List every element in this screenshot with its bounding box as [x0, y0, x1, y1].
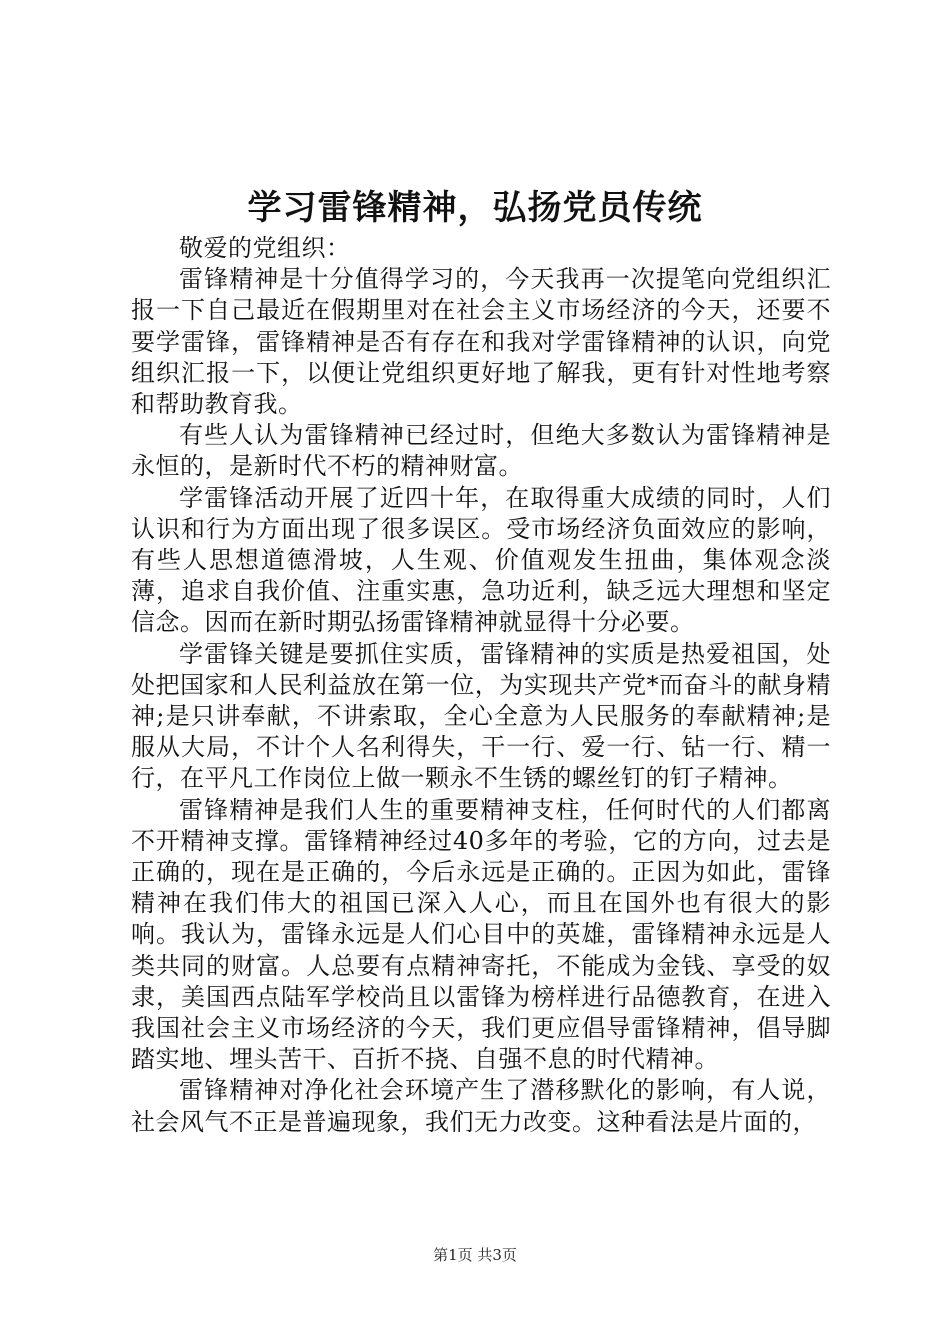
salutation: 敬爱的党组织： [179, 234, 351, 262]
document-body [131, 233, 831, 1138]
paragraph-5: 雷锋精神是我们人生的重要精神支柱，任何时代的人们都离不开精神支撑。雷锋精神经过40多年的考验，它的方向，过去是正确的，现在是正确的，今后永远是正确的。正因为如此，雷锋精神在我们伟大的祖国已深入人心，而且在国外也有很大的影响。我认为，雷锋永远是人们心目中的英雄，雷锋精神永远是人类共同的财富。人总要有点精神寄托，不能成为金钱、享受的奴隶，美国西点陆军学校尚且以雷锋为榜样进行品德教育，在进入我国社会主义市场经济的今天，我们更应倡导雷锋精神，倡导脚踏实地、埋头苦干、百折不挠、自强不息的时代精神。 [131, 795, 831, 1074]
page-number-footer: 第1页 共3页 [433, 1246, 517, 1264]
paragraph-6: 雷锋精神对净化社会环境产生了潜移默化的影响，有人说，社会风气不正是普遍现象，我们无力改变。这种看法是片面的， [131, 1076, 831, 1136]
paragraph-2: 有些人认为雷锋精神已经过时，但绝大多数认为雷锋精神是永恒的，是新时代不朽的精神财富。 [131, 421, 831, 481]
paragraph-4: 学雷锋关键是要抓住实质，雷锋精神的实质是热爱祖国，处处把国家和人民利益放在第一位，为实现共产党*而奋斗的献身精神;是只讲奉献，不讲索取，全心全意为人民服务的奉献精神;是服从大局，不计个人名利得失，干一行、爱一行、钻一行、精一行，在平凡工作岗位上做一颗永不生锈的螺丝钉的钉子精神。 [131, 639, 831, 793]
paragraph-3: 学雷锋活动开展了近四十年，在取得重大成绩的同时，人们认识和行为方面出现了很多误区。受市场经济负面效应的影响，有些人思想道德滑坡，人生观、价值观发生扭曲，集体观念淡薄，追求自我价值、注重实惠，急功近利，缺乏远大理想和坚定信念。因而在新时期弘扬雷锋精神就显得十分必要。 [131, 483, 831, 637]
document-title: 学习雷锋精神，弘扬党员传统 [247, 188, 703, 228]
paragraph-1: 雷锋精神是十分值得学习的，今天我再一次提笔向党组织汇报一下自己最近在假期里对在社会主义市场经济的今天，还要不要学雷锋，雷锋精神是否有存在和我对学雷锋精神的认识，向党组织汇报一下，以便让党组织更好地了解我，更有针对性地考察和帮助教育我。 [131, 265, 831, 419]
